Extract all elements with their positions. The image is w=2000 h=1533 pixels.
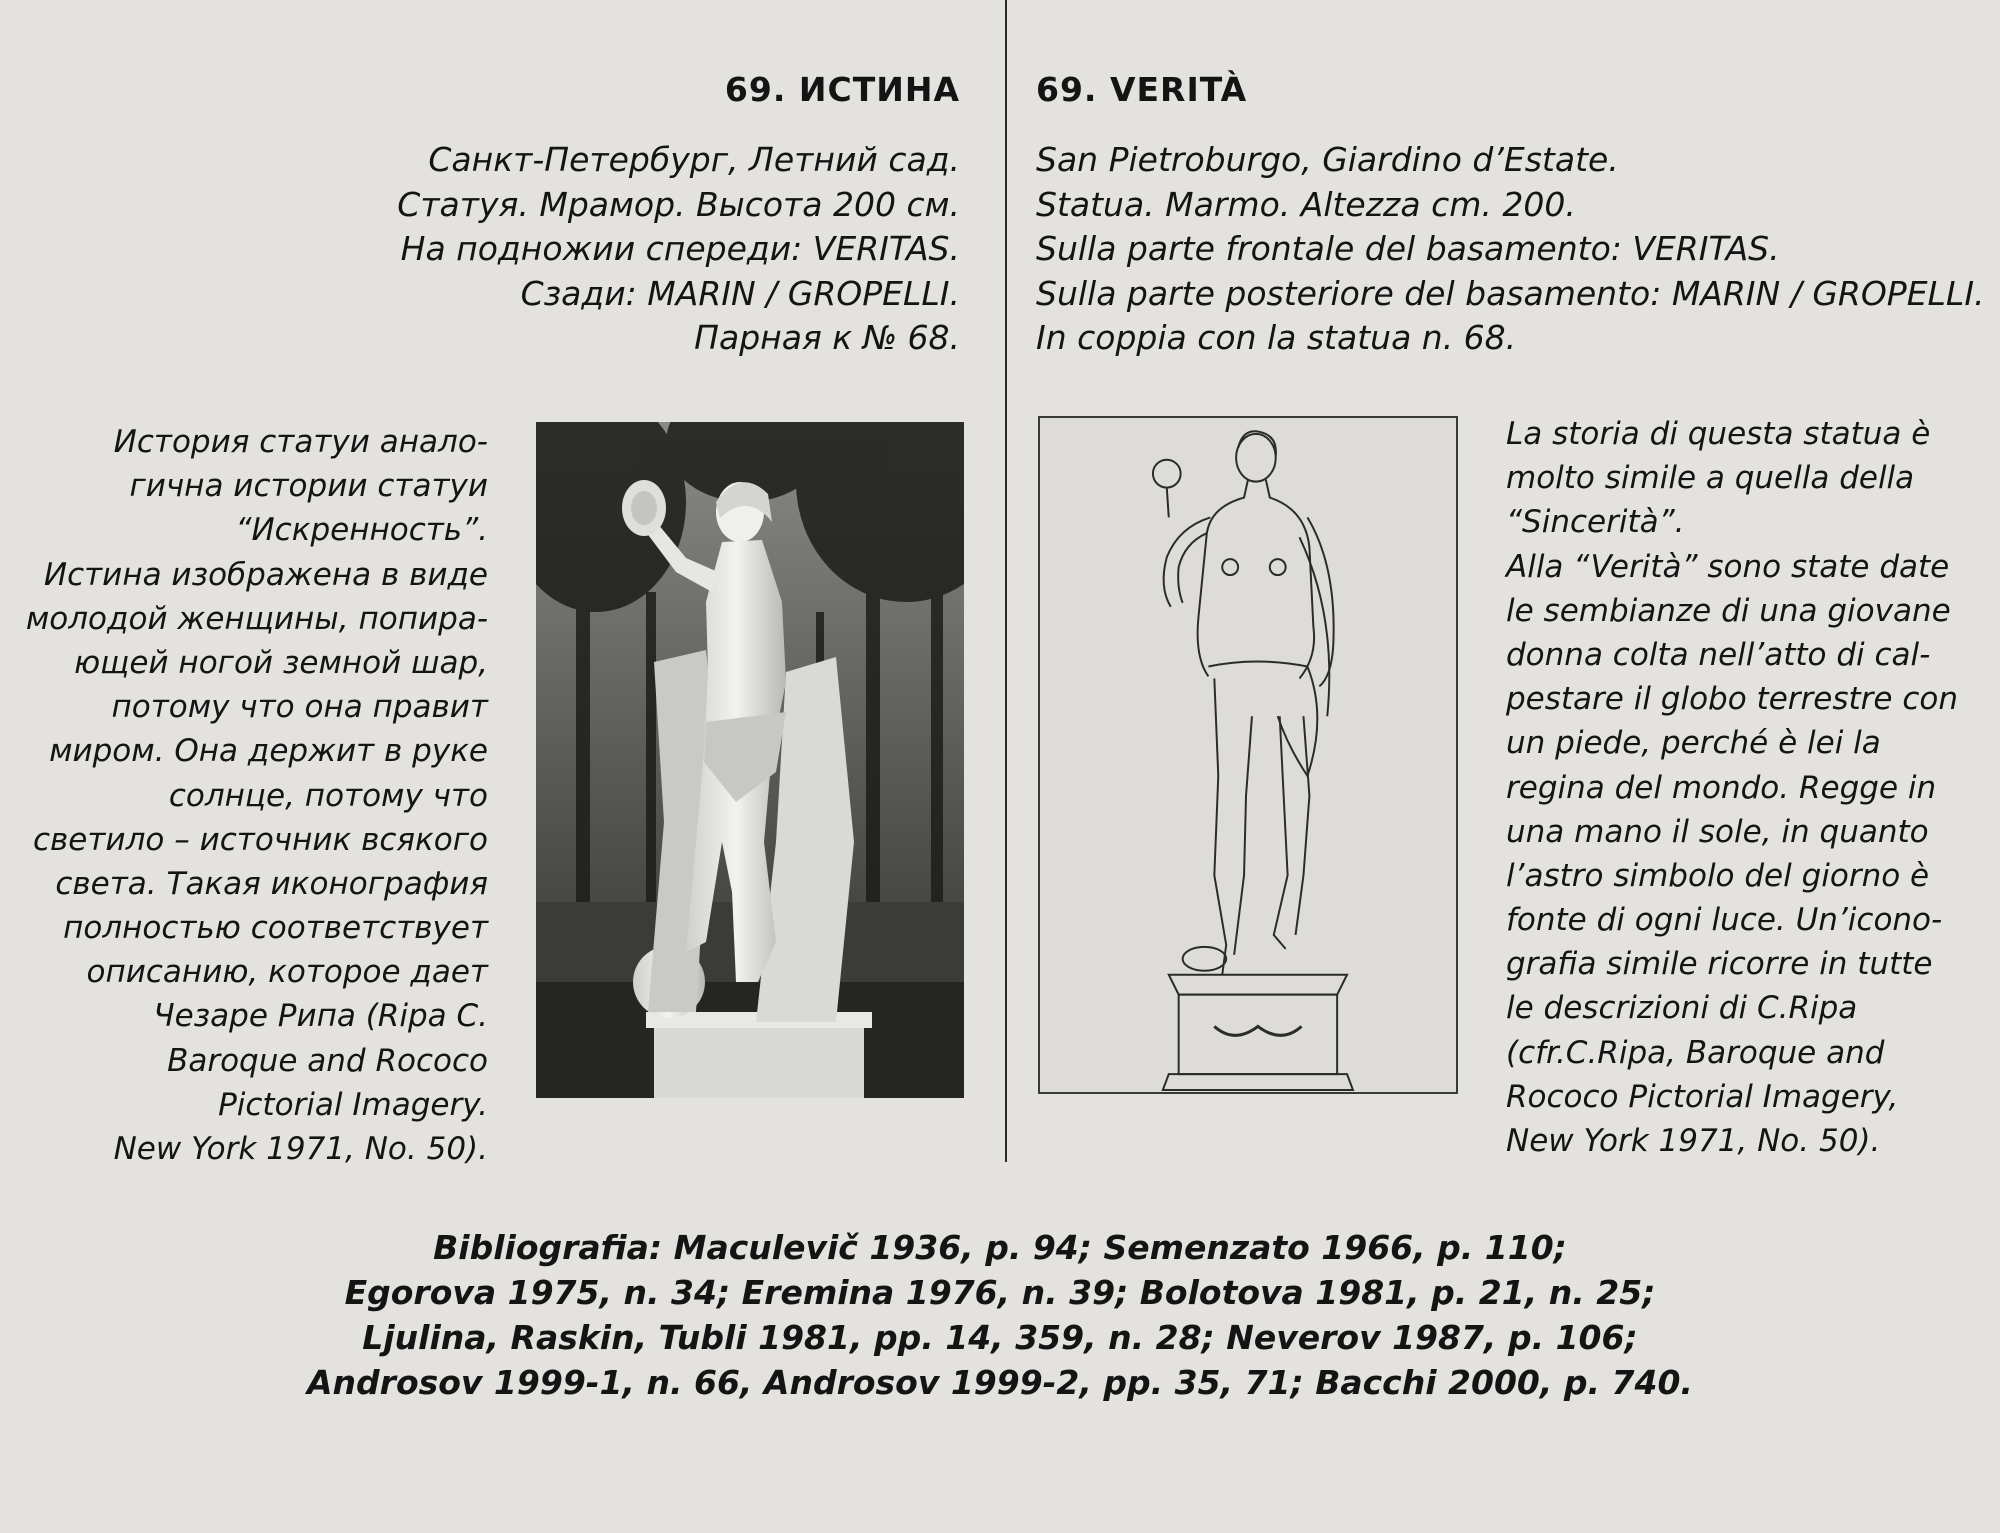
body-line: гична истории статуи (129, 468, 488, 505)
body-line: New York 1971, No. 50). (113, 1131, 488, 1167)
bibliography-line: Egorova 1975, n. 34; Eremina 1976, n. 39; Bolotova 1981, p. 21, n. 25; (344, 1273, 1656, 1312)
body-line: le sembianze di una giovane (1506, 592, 1951, 629)
body-line: История статуи анало- (113, 424, 488, 460)
caption-russian (397, 138, 960, 361)
body-line: un piede, perché è lei la (1506, 725, 1881, 762)
column-divider (1005, 0, 1007, 1162)
body-line: света. Такая иконография (55, 865, 488, 902)
body-line: Baroque and Rococo (167, 1042, 488, 1079)
caption-line: Sulla parte frontale del basamento: VERITAS. (1036, 229, 1780, 268)
marble-statue-photo-icon (536, 422, 964, 1098)
body-line: Alla “Verità” sono state date (1506, 548, 1950, 585)
statue-photo-graphic (536, 422, 964, 1098)
caption-line: Санкт-Петербург, Летний сад. (428, 140, 960, 179)
body-line: полностью соответствует (63, 910, 488, 947)
body-line: “Sincerità”. (1506, 504, 1685, 541)
body-line: потому что она правит (111, 689, 488, 726)
body-line: Pictorial Imagery. (218, 1086, 488, 1123)
body-line: молодой женщины, попира- (25, 600, 488, 637)
body-line: Истина изображена в виде (43, 556, 488, 593)
bibliography-line: Androsov 1999-1, n. 66, Androsov 1999-2, pp. 35, 71; Bacchi 2000, p. 740. (307, 1363, 1693, 1402)
caption-line: На подножии спереди: VERITAS. (400, 229, 960, 268)
caption-line: Statua. Marmo. Altezza cm. 200. (1036, 184, 1576, 224)
body-line: миром. Она держит в руке (49, 733, 488, 770)
body-line: Rococo Pictorial Imagery, (1506, 1078, 1899, 1115)
body-line: солнце, потому что (168, 777, 488, 814)
body-line: pestare il globo terrestre con (1506, 681, 1958, 718)
body-line: ющей ногой земной шар, (74, 644, 488, 681)
body-line: regina del mondo. Regge in (1506, 769, 1937, 806)
caption-line: Парная к № 68. (694, 318, 960, 357)
caption-line: Статуя. Мрамор. Высота 200 см. (397, 184, 960, 224)
body-line: grafia simile ricorre in tutte (1506, 946, 1933, 983)
body-text-italian (1506, 412, 1958, 1163)
body-line: (cfr.C.Ripa, Baroque and (1506, 1034, 1885, 1071)
caption-italian (1036, 138, 1985, 361)
caption-line: Sulla parte posteriore del basamento: MARIN / GROPELLI. (1036, 273, 1985, 313)
body-line: La storia di questa statua è (1506, 416, 1931, 452)
caption-line: In coppia con la statua n. 68. (1036, 318, 1517, 357)
caption-line: San Pietroburgo, Giardino d’Estate. (1036, 140, 1619, 179)
bibliography-line: Bibliografia: Maculevič 1936, p. 94; Semenzato 1966, p. 110; (433, 1228, 1567, 1267)
body-line: molto simile a quella della (1506, 460, 1915, 497)
body-line: Чезаре Рипа (Ripa C. (153, 998, 488, 1035)
body-line: “Искренность”. (235, 512, 488, 549)
heading-italian: 69. VERITÀ (1036, 70, 1248, 109)
body-line: una mano il sole, in quanto (1506, 813, 1929, 850)
bibliography (0, 1225, 2000, 1405)
body-line: описанию, которое дает (86, 954, 488, 991)
body-line: fonte di ogni luce. Un’icono- (1506, 902, 1943, 939)
body-line: le descrizioni di C.Ripa (1506, 990, 1858, 1027)
body-text-russian (26, 420, 488, 1171)
bibliography-line: Ljulina, Raskin, Tubli 1981, pp. 14, 359, n. 28; Neverov 1987, p. 106; (362, 1318, 1638, 1357)
statue-drawing-graphic (1040, 418, 1456, 1092)
body-line: New York 1971, No. 50). (1506, 1123, 1881, 1159)
heading-russian: 69. ИСТИНА (724, 70, 960, 109)
body-line: l’astro simbolo del giorno è (1506, 857, 1930, 894)
body-line: donna colta nell’atto di cal- (1506, 636, 1931, 673)
body-line: светило – источник всякого (32, 821, 488, 858)
statue-engraving-drawing-icon (1038, 416, 1458, 1094)
caption-line: Сзади: MARIN / GROPELLI. (520, 273, 960, 313)
